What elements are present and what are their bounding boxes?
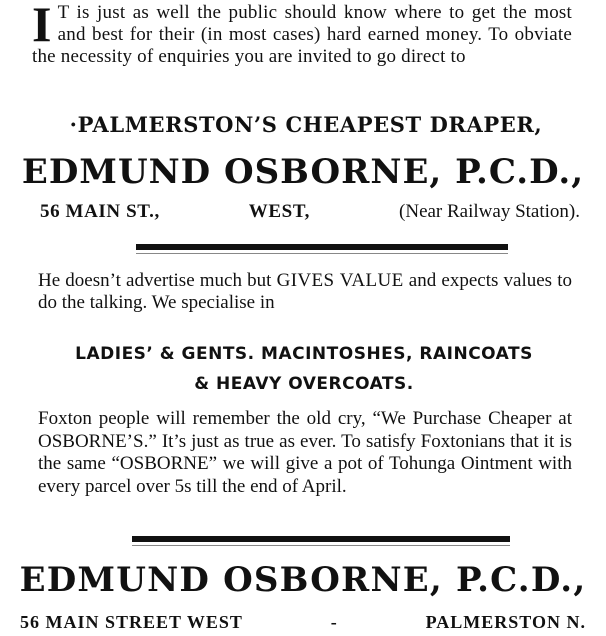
- top-address-landmark: (Near Railway Station).: [399, 201, 580, 222]
- goods-line-2: & HEAVY OVERCOATS.: [194, 374, 414, 394]
- value-emphasis: GIVES VALUE: [276, 270, 404, 291]
- shop-name-heading: EDMUND OSBORNE, P.C.D.,: [21, 152, 585, 192]
- divider-rule-top-thin: [136, 253, 508, 254]
- value-text-2: and expects values to do the talking. We specialise in: [38, 270, 572, 313]
- footer-shop-name: EDMUND OSBORNE, P.C.D.,: [19, 560, 587, 600]
- intro-text: T is just as well the public should know where to get the most and best for their (in most cases) hard earned money. To obviate the necessity of enquiries you are invited to go direct to: [32, 2, 572, 67]
- divider-rule-bottom: [132, 536, 510, 542]
- intro-paragraph: [32, 2, 572, 68]
- top-address: [40, 201, 580, 223]
- footer-separator: -: [330, 612, 338, 632]
- drop-cap: I: [32, 0, 52, 52]
- divider-rule-bottom-thin: [132, 545, 510, 546]
- footer-street: 56 MAIN STREET WEST: [20, 612, 243, 632]
- foxton-paragraph: Foxton people will remember the old cry, “We Purchase Cheaper at OSBORNE’S.” It’s just as true as ever. To satisfy Foxtonians that it is the same “OSBORNE” we will give a pot of Tohunga Ointment with every parcel over 5s till the end of April.: [38, 408, 572, 497]
- value-paragraph: [38, 270, 572, 314]
- footer-town: PALMERSTON N.: [425, 612, 586, 632]
- goods-heading: [40, 339, 568, 399]
- value-text-1: He doesn’t advertise much but: [38, 270, 277, 291]
- top-address-west: WEST,: [248, 201, 311, 222]
- goods-line-1: LADIES’ & GENTS. MACINTOSHES, RAINCOATS: [75, 344, 533, 364]
- cheapest-draper-heading: ·PALMERSTON’S CHEAPEST DRAPER,: [69, 112, 543, 137]
- footer-address: [20, 612, 586, 633]
- top-address-street: 56 MAIN ST.,: [40, 201, 160, 222]
- divider-rule-top: [136, 244, 508, 250]
